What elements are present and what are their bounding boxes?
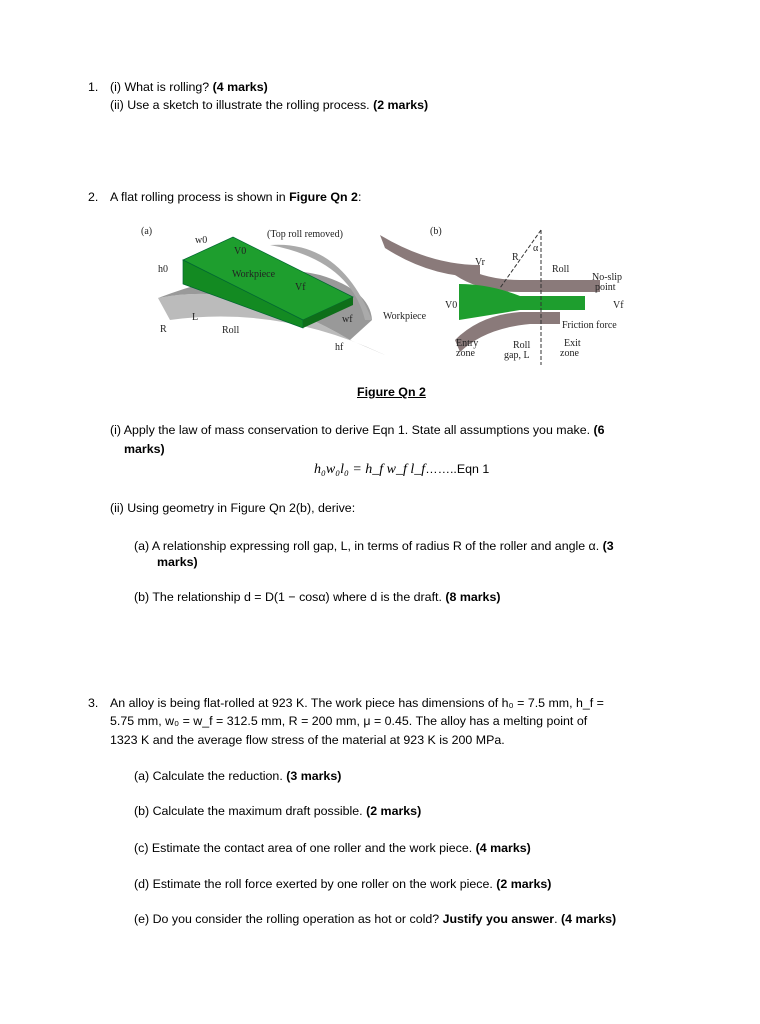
figure-qn2 xyxy=(140,220,640,370)
svg-text:hf: hf xyxy=(335,342,344,353)
svg-text:Roll: Roll xyxy=(552,264,570,275)
svg-text:Vf: Vf xyxy=(295,282,306,293)
svg-text:L: L xyxy=(192,312,199,323)
q3-line3: 1323 K and the average flow stress of the material at 923 K is 200 MPa. xyxy=(110,733,505,747)
svg-text:w0: w0 xyxy=(195,235,208,246)
q3-part-e: (e) Do you consider the rolling operation as hot or cold? Justify you answer. (4 marks) xyxy=(134,912,617,926)
q3-part-a: (a) Calculate the reduction. (3 marks) xyxy=(134,769,342,783)
q2-part-ii-b: (b) The relationship d = D(1 − cosα) where d is the draft. (8 marks) xyxy=(134,590,501,604)
q2-number: 2. xyxy=(88,190,99,204)
svg-text:Workpiece: Workpiece xyxy=(383,311,427,322)
svg-text:Vf: Vf xyxy=(613,300,624,311)
svg-text:Workpiece: Workpiece xyxy=(232,269,276,280)
svg-text:(b): (b) xyxy=(430,226,442,237)
svg-text:h0: h0 xyxy=(158,264,168,275)
q3-number: 3. xyxy=(88,696,99,710)
svg-text:wf: wf xyxy=(342,314,353,325)
svg-text:R: R xyxy=(512,252,519,263)
svg-text:Entry: Entry xyxy=(456,338,479,349)
q2-part-ii: (ii) Using geometry in Figure Qn 2(b), derive: xyxy=(110,501,356,515)
svg-text:Roll: Roll xyxy=(222,325,240,336)
svg-text:Vr: Vr xyxy=(475,257,485,268)
svg-text:(Top roll removed): (Top roll removed) xyxy=(267,229,343,240)
q3-line2: 5.75 mm, w₀ = w_f = 312.5 mm, R = 200 mm, μ = 0.45. The alloy has a melting point of xyxy=(110,714,588,728)
q1-part-ii: (ii) Use a sketch to illustrate the rolling process. (2 marks) xyxy=(110,98,429,112)
svg-text:zone: zone xyxy=(560,348,579,359)
svg-text:V0: V0 xyxy=(445,300,458,311)
figure-caption: Figure Qn 2 xyxy=(357,385,426,399)
q3-part-b: (b) Calculate the maximum draft possible. (2 marks) xyxy=(134,804,422,818)
svg-text:Exit: Exit xyxy=(564,338,581,349)
svg-text:Roll: Roll xyxy=(513,340,531,351)
svg-text:R: R xyxy=(160,324,167,335)
svg-text:Friction force: Friction force xyxy=(562,320,617,331)
q2-intro: A flat rolling process is shown in Figure Qn 2: xyxy=(110,190,362,204)
q1-part-i: (i) What is rolling? (4 marks) xyxy=(110,80,268,94)
svg-text:No-slip: No-slip xyxy=(592,272,622,283)
q2-part-i: (i) Apply the law of mass conservation to derive Eqn 1. State all assumptions you make. (6 xyxy=(110,423,605,437)
q3-line1: An alloy is being flat-rolled at 923 K. The work piece has dimensions of h₀ = 7.5 mm, h_f = xyxy=(110,696,604,710)
svg-text:point: point xyxy=(595,282,616,293)
svg-text:gap, L: gap, L xyxy=(504,350,530,361)
q1-number: 1. xyxy=(88,80,99,94)
equation-1: h₀w₀l₀ = h_f w_f l_f……..Eqn 1 xyxy=(314,462,490,477)
svg-text:(a): (a) xyxy=(141,226,153,237)
q2-part-i-marks: marks) xyxy=(124,442,165,456)
q2-part-ii-a-marks: marks) xyxy=(157,555,198,569)
q2-part-ii-a: (a) A relationship expressing roll gap, L, in terms of radius R of the roller and angle α. (3 xyxy=(134,539,614,553)
svg-text:V0: V0 xyxy=(234,246,247,257)
q3-part-d: (d) Estimate the roll force exerted by one roller on the work piece. (2 marks) xyxy=(134,877,552,891)
svg-text:α: α xyxy=(533,243,539,254)
q3-part-c: (c) Estimate the contact area of one roller and the work piece. (4 marks) xyxy=(134,841,531,855)
svg-text:zone: zone xyxy=(456,348,475,359)
